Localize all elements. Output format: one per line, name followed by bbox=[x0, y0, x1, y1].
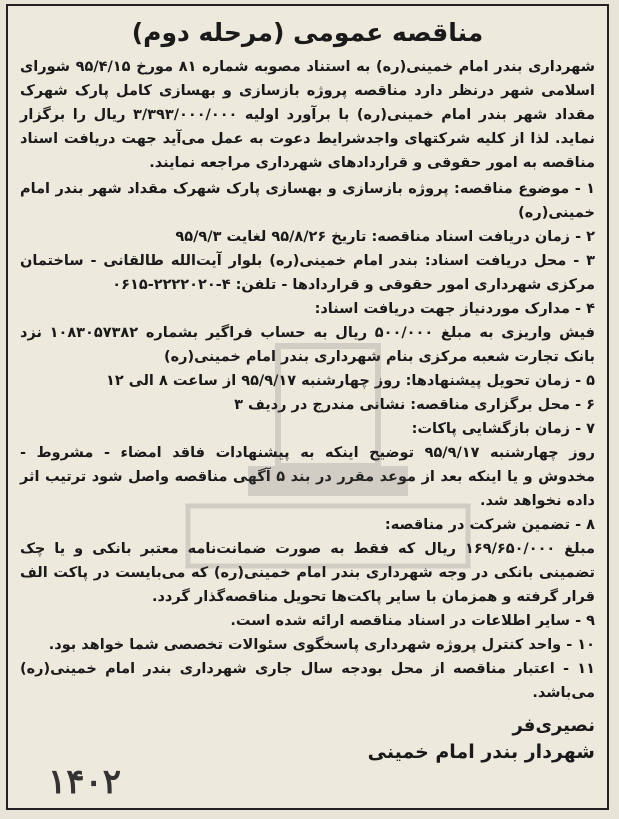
signature-office: شهردار بندر امام خمینی bbox=[367, 741, 595, 763]
clause-7-opening-time: ۷ - زمان بازگشایی پاکات: bbox=[411, 421, 595, 437]
clause-8-guarantee-details: مبلغ ۱۶۹/۶۵۰/۰۰۰ ریال که فقط به صورت ضمانت‌نامه معتبر بانکی و یا چک تضمینی بانکی در وجه شهرداری بندر امام خمینی(ره) که می‌بایست در پاکت الف قرار گرفته و همزمان با سایر پاکت‌ها تحویل مناقصه‌گذار گردد. bbox=[20, 541, 595, 605]
clause-4-deposit-details: فیش واریزی به مبلغ ۵۰۰/۰۰۰ ریال به حساب فراگیر بشماره ۱۰۸۳۰۵۷۳۸۲ نزد بانک تجارت شعبه مرکزی بنام شهرداری بندر امام خمینی(ره) bbox=[20, 325, 595, 365]
signature-block bbox=[20, 713, 595, 765]
clause-10-project-control: ۱۰ - واحد کنترل پروژه شهرداری پاسخگوی سئوالات تخصصی شما خواهد بود. bbox=[48, 637, 595, 653]
clause-7-opening-details: روز چهارشنبه ۹۵/۹/۱۷ توضیح اینکه به پیشنهادات فاقد امضاء - مشروط - مخدوش و یا اینکه بعد از موعد مقرر در بند ۵ آگهی مناقصه واصل شود ترتیب اثر داده نخواهد شد. bbox=[20, 445, 595, 509]
clause-9-other-info: ۹ - سایر اطلاعات در اسناد مناقصه ارائه شده است. bbox=[230, 613, 595, 629]
clause-11-funding: ۱۱ - اعتبار مناقصه از محل بودجه سال جاری شهرداری بندر امام خمینی(ره) می‌باشد. bbox=[20, 661, 595, 701]
handwritten-number: ۱۴۰۲ bbox=[48, 762, 122, 802]
signature-name: نصیری‌فر bbox=[512, 715, 595, 736]
clause-2-document-period: ۲ - زمان دریافت اسناد مناقصه: تاریخ ۹۵/۸/۲۶ لغایت ۹۵/۹/۳ bbox=[175, 229, 595, 245]
clause-6-venue: ۶ - محل برگزاری مناقصه: نشانی مندرج در ردیف ۳ bbox=[234, 397, 595, 413]
clause-3-document-location: ۳ - محل دریافت اسناد: بندر امام خمینی(ره) بلوار آیت‌الله طالقانی - ساختمان مرکزی شهرداری امور حقوقی و قراردادها - تلفن: ۴-۲۲۲۲۰۲۰-۰۶۱۵ bbox=[20, 253, 595, 293]
tender-notice bbox=[6, 4, 609, 810]
notice-title: مناقصه عمومی (مرحله دوم) bbox=[131, 18, 484, 47]
notice-intro: شهرداری بندر امام خمینی(ره) به استناد مصوبه شماره ۸۱ مورخ ۹۵/۴/۱۵ شورای اسلامی شهر درنظر دارد مناقصه پروژه بازسازی و بهسازی کامل پارک شهرک مقداد شهر بندر امام خمینی(ره) با برآورد اولیه ۳/۳۹۳/۰۰۰/۰۰۰ ریال را برگزار نماید. لذا از کلیه شرکتهای واجدشرایط دعوت به عمل می‌آید جهت دریافت اسناد مناقصه به امور حقوقی و قراردادهای شهرداری مراجعه نمایند. bbox=[20, 59, 595, 171]
clause-4-required-documents: ۴ - مدارک موردنیاز جهت دریافت اسناد: bbox=[314, 301, 595, 317]
clause-5-submission-time: ۵ - زمان تحویل پیشنهادها: روز چهارشنبه ۹۵/۹/۱۷ از ساعت ۸ الی ۱۲ bbox=[106, 373, 595, 389]
clause-1-subject: ۱ - موضوع مناقصه: پروژه بازسازی و بهسازی پارک شهرک مقداد شهر بندر امام خمینی(ره) bbox=[20, 181, 595, 221]
clause-8-guarantee: ۸ - تضمین شرکت در مناقصه: bbox=[384, 517, 595, 533]
